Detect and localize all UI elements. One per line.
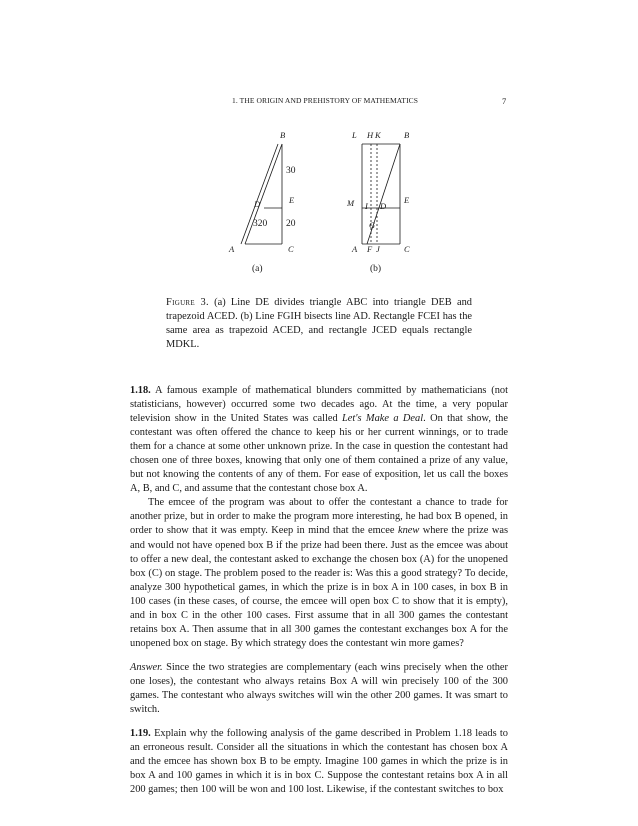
panel-b-label-m: M <box>347 198 355 208</box>
panel-b-label-i: I <box>365 201 368 211</box>
problem-1-18 <box>130 384 508 797</box>
panel-b-label-d: D <box>380 201 387 211</box>
answer-paragraph <box>130 661 508 717</box>
problem-number: 1.19. <box>130 728 151 740</box>
figure-caption <box>166 296 472 352</box>
problem-1-19 <box>130 727 508 797</box>
figure-caption-label: Figure 3. <box>166 297 209 308</box>
figure-caption-text: (a) Line DE divides triangle ABC into triangle DEB and trapezoid ACED. (b) Line FGIH bisects line AD. Rectangle FCEI has the same area as trapezoid ACED, and rectangle JCED equals rectangle MDKL. <box>166 297 472 350</box>
problem-1-18-text-4: where the prize was and would not have opened box B if the prize had been there. Just as the emcee was about to offer a new deal, the contestant asked to exchange the chosen box (A) for the unopened box (C) on stage. The problem posed to the reader is: Was this a good strategy? To decide, analyze 300 hypothetical games, in which the prize is in box A in 100 cases, in box B in 100 cases (in these cases, of course, the emcee will open box C to show that it is empty), and in box C in the other 100 cases. First assume that in all 300 games the contestant retains box A. Then assume that in all 300 games the contestant exchanges box A for the unopened box on stage. By which strategy does the contestant win more games? <box>130 525 508 649</box>
panel-b-label-c: C <box>404 244 410 254</box>
answer-text: Since the two strategies are complementary (each wins precisely when the other one loses), the contestant who always retains Box A will win precisely 100 of the 300 games. The contestant who always switches will win the other 200 games. It was smart to switch. <box>130 661 508 716</box>
panel-a-hypotenuse-shadow-line <box>241 144 278 244</box>
problem-1-19-text: Explain why the following analysis of the game described in Problem 1.18 leads to an erroneous result. Consider all the situations in which the contestant has chosen box A and the emcee has shown box B to be empty. Imagine 100 games in which the prize is in box A and 100 games in which it is in box C. Suppose the contestant retains box A in all 200 games; then 100 will be won and 100 lost. Likewise, if the contestant switches to box <box>130 728 508 796</box>
panel-a-label-a: A <box>229 244 235 254</box>
panel-b-label-e: E <box>404 195 410 205</box>
figure-3 <box>0 0 638 290</box>
problem-number: 1.18. <box>130 385 151 396</box>
problem-1-18-text-2: . On that show, the contestant was often offered the chance to keep his or her current winnings, or to trade them for a chance at some other unknown prize. In the case in question the contestant had chosen one of three boxes, knowing that only one of them contained a prize of any value, but not knowing the contents of any of them. For ease of exposition, let us call the boxes A, B, and C, and assume that the contestant chose box A. <box>130 413 508 495</box>
panel-a-label-e: E <box>289 195 295 205</box>
figure-panel-a <box>241 144 282 244</box>
panel-b-label-f: F <box>367 244 373 254</box>
answer-label: Answer. <box>130 661 163 673</box>
panel-b-label-j: J <box>376 244 380 254</box>
panel-b-caption: (b) <box>370 264 382 274</box>
show-name: Let's Make a Deal <box>342 413 424 425</box>
emphasis-knew: knew <box>397 525 420 537</box>
panel-a-label-b: B <box>280 130 286 140</box>
panel-a-label-d: D <box>254 199 261 209</box>
problem-1-18-para-1 <box>130 384 508 496</box>
panel-a-number-right: 20 <box>286 219 296 229</box>
page-number: 7 <box>502 96 507 106</box>
panel-a-number-left: 320 <box>253 219 268 229</box>
panel-a-number-top: 30 <box>286 166 296 176</box>
panel-a-hypotenuse-line <box>245 144 282 244</box>
panel-b-label-h: H <box>367 130 374 140</box>
running-header-title: 1. THE ORIGIN AND PREHISTORY OF MATHEMATICS <box>232 96 419 105</box>
problem-1-18-text-1: A famous example of mathematical blunders committed by mathematicians (not statisticians, however) occurred some two decades ago. At the time, a very popular television show in the United States was called <box>130 385 508 425</box>
problem-1-18-text-3: The emcee of the program was about to offer the contestant a chance to trade for another prize, but in order to make the program more interesting, he had box B opened, in order to show that it was empty. Keep in mind that the emcee <box>130 497 508 537</box>
problem-1-18-para-2 <box>130 496 508 651</box>
panel-b-label-b: B <box>404 130 410 140</box>
figure-panel-b <box>362 144 400 244</box>
panel-b-label-a: A <box>352 244 358 254</box>
panel-a-caption: (a) <box>252 264 263 274</box>
panel-a-label-c: C <box>288 244 294 254</box>
panel-b-label-l: L <box>352 130 357 140</box>
panel-b-label-k: K <box>375 130 381 140</box>
panel-b-label-g: G <box>369 220 376 230</box>
